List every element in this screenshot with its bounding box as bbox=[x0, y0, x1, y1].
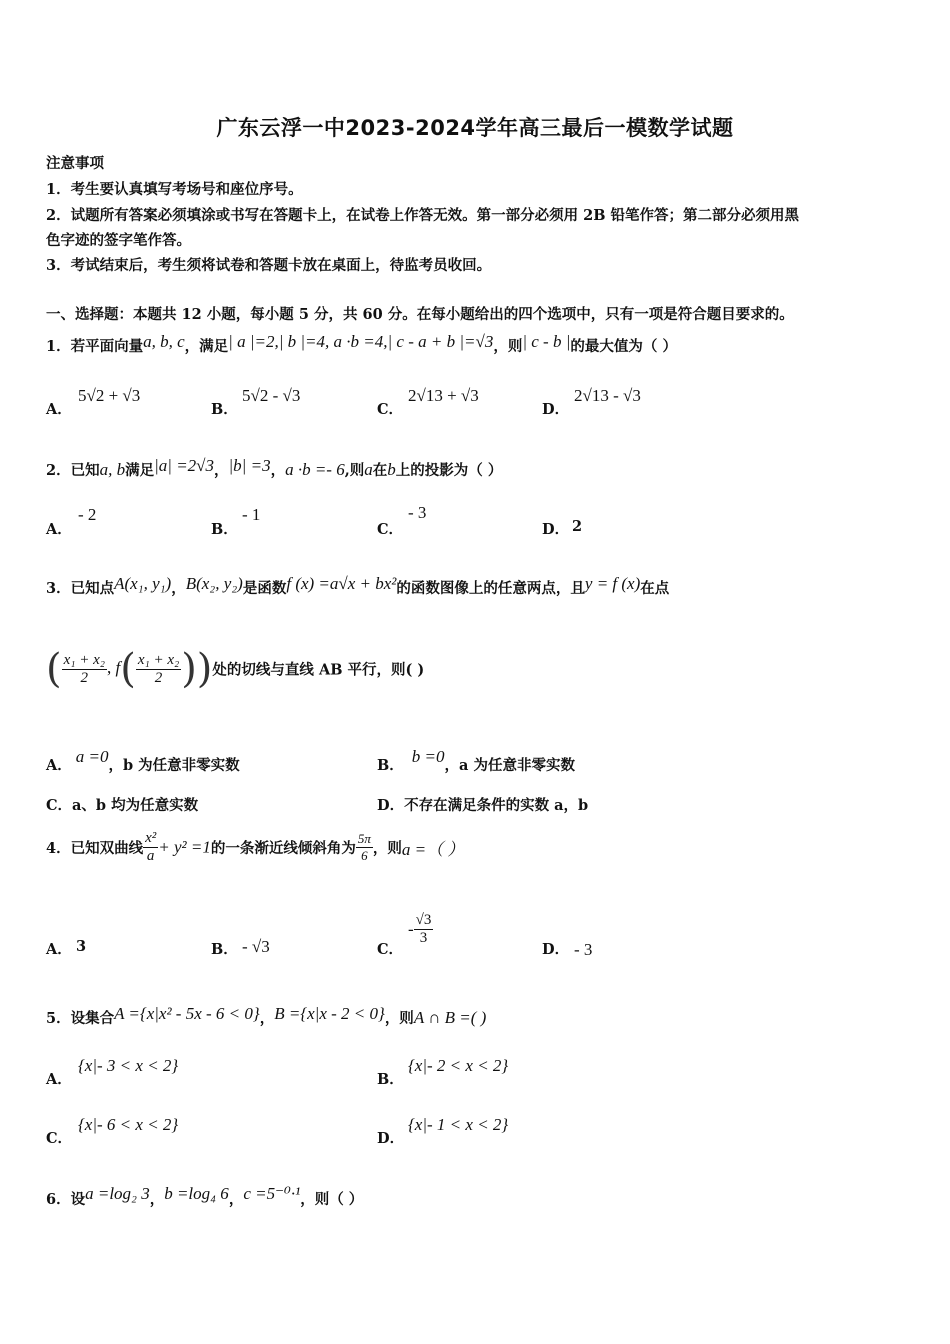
q2-cond-2: |b| =3 bbox=[228, 456, 271, 475]
q2-option-d[interactable]: 2 bbox=[572, 518, 583, 535]
q3-func: f (x) =a√x + bx² bbox=[286, 574, 397, 593]
q2-option-a[interactable]: - 2 bbox=[78, 505, 97, 524]
q6-b: b =log₄ 6 bbox=[164, 1184, 229, 1203]
q1-suffix1: ，则 bbox=[493, 338, 523, 355]
q1-option-b[interactable]: 5√2 - √3 bbox=[242, 386, 301, 405]
q5-option-b[interactable]: {x|- 2 < x < 2} bbox=[408, 1056, 509, 1075]
q4-option-c[interactable] bbox=[408, 912, 433, 947]
question-6 bbox=[46, 1184, 363, 1209]
section-header: 一、选择题：本题共 12 小题，每小题 5 分，共 60 分。在每小题给出的四个选项中，只有一项是符合题目要求的。 bbox=[46, 306, 794, 323]
q1-option-c[interactable]: 2√13 + √3 bbox=[408, 386, 479, 405]
q3-option-a-text: ，b 为任意非零实数 bbox=[108, 757, 240, 774]
q5-option-a[interactable]: {x|- 3 < x < 2} bbox=[78, 1056, 179, 1075]
q5-option-c[interactable]: {x|- 6 < x < 2} bbox=[78, 1115, 179, 1134]
q2-label-b: B． bbox=[211, 521, 238, 538]
q1-prefix: 1．若平面向量 bbox=[46, 338, 144, 355]
q3-option-b[interactable] bbox=[377, 747, 575, 775]
q2-sep-1: ， bbox=[214, 462, 229, 479]
q6-a: a =log₂ 3 bbox=[85, 1184, 150, 1203]
q4-option-c-den: 3 bbox=[419, 930, 428, 946]
question-2 bbox=[46, 456, 502, 480]
question-3 bbox=[46, 574, 669, 598]
q1-option-a[interactable]: 5√2 + √3 bbox=[78, 386, 141, 405]
q1-suffix2: 的最大值为（ ） bbox=[570, 338, 677, 355]
q6-suffix: ，则（ ） bbox=[300, 1191, 364, 1208]
q3-option-a[interactable] bbox=[46, 747, 240, 775]
q2-mid3: 在 bbox=[372, 462, 388, 479]
q2-sep-2: ， bbox=[270, 462, 286, 479]
q3-option-d[interactable]: D．不存在满足条件的实数 a，b bbox=[377, 797, 589, 814]
q5-prefix: 5．设集合 bbox=[46, 1010, 115, 1027]
q6-c: c =5⁻⁰·¹ bbox=[243, 1184, 301, 1203]
q3-yfx: y = f (x) bbox=[584, 574, 641, 593]
q6-sep-1: ， bbox=[149, 1191, 165, 1208]
q2-cond-3: a ·b =- 6 bbox=[285, 460, 345, 479]
q1-vars: a, b, c bbox=[143, 332, 185, 351]
q2-vars: a, b bbox=[99, 460, 126, 479]
q3-label-a: A． bbox=[46, 757, 72, 774]
q4-label-c: C． bbox=[377, 941, 404, 958]
q4-option-a[interactable]: 3 bbox=[76, 938, 87, 955]
q2-prefix: 2．已知 bbox=[46, 462, 100, 479]
q3-inner-open-paren: ( bbox=[120, 646, 136, 692]
q4-eq-rest: + y² =1 bbox=[158, 837, 211, 857]
q3-point-a: A(x₁, y₁) bbox=[114, 574, 172, 593]
q5-set-a: A ={x|x² - 5x - 6 < 0} bbox=[114, 1004, 260, 1023]
q3-option-b-math: b =0 bbox=[411, 747, 445, 766]
q3-frac-2-den: 2 bbox=[154, 669, 163, 686]
q3-open-paren: ( bbox=[46, 646, 62, 692]
q3-sep: ， bbox=[171, 580, 186, 597]
q4-option-d[interactable]: - 3 bbox=[574, 940, 593, 959]
q2-option-c[interactable]: - 3 bbox=[408, 503, 427, 522]
q2-cond-1: |a| =2√3 bbox=[154, 456, 214, 475]
q3-label-b: B． bbox=[377, 757, 404, 774]
q3-line2: 处的切线与直线 AB 平行，则( ) bbox=[212, 661, 425, 679]
q4-hyperbola-frac bbox=[143, 830, 158, 865]
q4-label-a: A． bbox=[46, 941, 72, 958]
q5-label-d: D． bbox=[377, 1130, 405, 1147]
q5-mid: ，则 bbox=[384, 1010, 414, 1027]
q3-f-label: f bbox=[115, 658, 121, 677]
notice-heading: 注意事项 bbox=[46, 155, 104, 172]
q1-cond: | a |=2,| b |=4, a ·b =4,| c - a + b |=√3 bbox=[228, 332, 494, 351]
notice-item-3: 3．考试结束后，考生须将试卷和答题卡放在桌面上，待监考员收回。 bbox=[46, 257, 492, 274]
q2-label-c: C． bbox=[377, 521, 404, 538]
q3-point-b: B(x₂, y₂) bbox=[185, 574, 243, 593]
q3-comma: , bbox=[106, 658, 116, 677]
q4-angle-num: 5π bbox=[357, 831, 371, 846]
question-5 bbox=[46, 1004, 486, 1028]
q2-var-a: a bbox=[364, 460, 373, 479]
q2-suffix: 上的投影为（ ） bbox=[395, 462, 503, 479]
q3-option-a-math: a =0 bbox=[75, 747, 109, 766]
q3-option-b-text: ，a 为任意非零实数 bbox=[444, 757, 575, 774]
q3-mid: 是函数 bbox=[242, 580, 287, 597]
q5-option-d[interactable]: {x|- 1 < x < 2} bbox=[408, 1115, 509, 1134]
notice-item-2: 2．试题所有答案必须填涂或书写在答题卡上，在试卷上作答无效。第一部分必须用 2B 铅笔作答；第二部分必须用黑 bbox=[46, 207, 800, 224]
q1-mid: ，满足 bbox=[184, 338, 229, 355]
q4-frac-den: a bbox=[146, 848, 155, 864]
q2-label-a: A． bbox=[46, 521, 72, 538]
q2-var-b: b bbox=[387, 460, 396, 479]
q3-prefix: 3．已知点 bbox=[46, 580, 115, 597]
q3-close-paren: )) bbox=[181, 646, 213, 692]
q5-sep: ， bbox=[259, 1010, 275, 1027]
q5-expr: A ∩ B =( ) bbox=[413, 1008, 487, 1027]
notice-item-2-cont: 色字迹的签字笔作答。 bbox=[46, 232, 191, 249]
q4-label-b: B． bbox=[211, 941, 238, 958]
q4-option-c-num: √3 bbox=[415, 912, 432, 928]
q1-label-b: B． bbox=[211, 401, 238, 418]
q5-label-a: A． bbox=[46, 1071, 72, 1088]
q4-suffix1: ，则 bbox=[372, 840, 402, 857]
q4-angle-den: 6 bbox=[361, 848, 368, 863]
q4-angle-frac bbox=[356, 831, 373, 864]
q2-option-b[interactable]: - 1 bbox=[242, 505, 261, 524]
q4-label-d: D． bbox=[542, 941, 570, 958]
q3-frac-2 bbox=[136, 652, 181, 687]
q2-label-d: D． bbox=[542, 521, 570, 538]
q6-prefix: 6．设 bbox=[46, 1191, 86, 1208]
q3-frac-1-den: 2 bbox=[80, 669, 89, 686]
q2-mid2: ,则 bbox=[344, 462, 365, 479]
q4-option-b[interactable]: - √3 bbox=[242, 937, 270, 956]
q3-option-c[interactable]: C．a、b 均为任意实数 bbox=[46, 797, 199, 814]
q4-suffix2: a =（ ） bbox=[401, 840, 465, 859]
q5-set-b: B ={x|x - 2 < 0} bbox=[274, 1004, 385, 1023]
q3-frac-2-num: x₁ + x₂ bbox=[137, 651, 180, 668]
q1-label-d: D． bbox=[542, 401, 570, 418]
q1-option-d[interactable]: 2√13 - √3 bbox=[574, 386, 641, 405]
q4-frac-num: x² bbox=[145, 830, 157, 846]
q3-frac-1-num: x₁ + x₂ bbox=[63, 651, 105, 668]
q2-mid: 满足 bbox=[125, 462, 155, 479]
q4-prefix: 4．已知双曲线 bbox=[46, 840, 144, 857]
notice-item-1: 1．考生要认真填写考场号和座位序号。 bbox=[46, 181, 303, 198]
q1-label-c: C． bbox=[377, 401, 404, 418]
q6-sep-2: ， bbox=[228, 1191, 244, 1208]
q3-mid2: 的函数图像上的任意两点，且 bbox=[396, 580, 585, 597]
q5-label-b: B． bbox=[377, 1071, 404, 1088]
q4-option-c-sign: - bbox=[408, 919, 414, 939]
question-1 bbox=[46, 332, 677, 356]
page-title: 广东云浮一中2023-2024学年高三最后一模数学试题 bbox=[216, 116, 734, 140]
q4-option-c-frac bbox=[414, 912, 434, 947]
question-4 bbox=[46, 830, 464, 865]
q1-label-a: A． bbox=[46, 401, 72, 418]
q5-label-c: C． bbox=[46, 1130, 73, 1147]
q3-end: 在点 bbox=[640, 580, 670, 597]
q4-mid: 的一条渐近线倾斜角为 bbox=[210, 840, 356, 857]
q3-frac-1 bbox=[62, 652, 107, 687]
q1-expr: | c - b | bbox=[522, 332, 571, 351]
question-3-line-2 bbox=[46, 646, 424, 692]
